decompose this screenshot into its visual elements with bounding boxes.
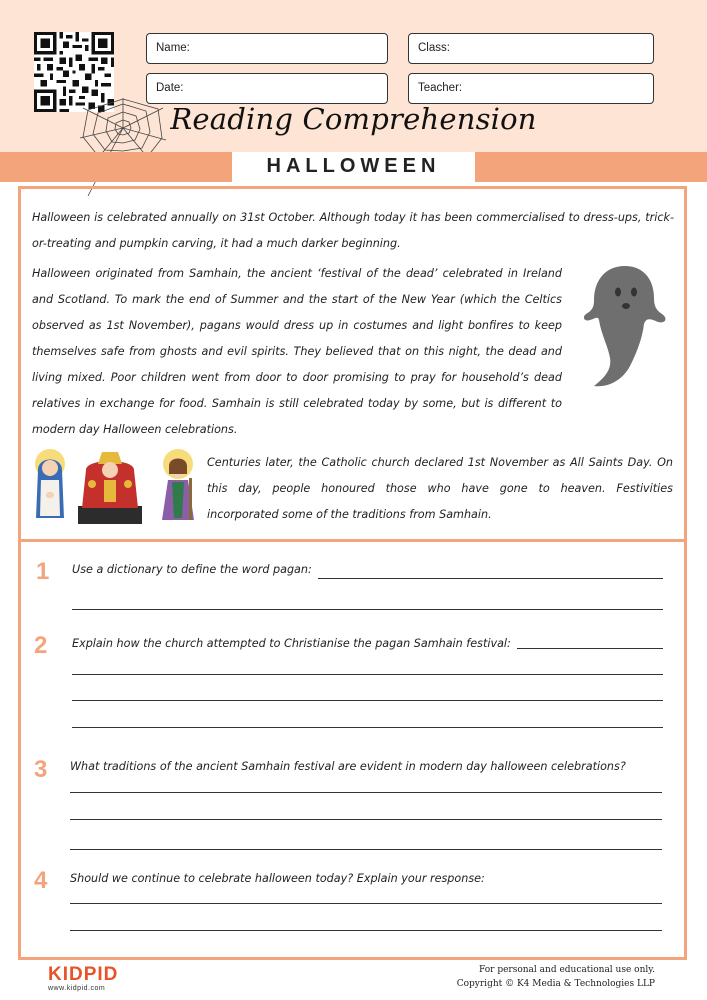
footer-line-1: For personal and educational use only.: [479, 965, 655, 975]
name-field-label: Name:: [156, 42, 190, 54]
ghost-icon: [580, 262, 670, 392]
date-field[interactable]: [146, 73, 388, 104]
passage-paragraph-1: Halloween is celebrated annually on 31st October. Although today it has been commercialised to dress-ups, trick-or-treating and pumpkin carving, it had a much darker beginning.: [32, 211, 674, 250]
date-field-label: Date:: [156, 82, 184, 94]
passage-paragraph-3: Centuries later, the Catholic church declared 1st November as All Saints Day. On this day, people honoured those who have gone to heaven. Festivities incorporated some of the traditions from Samhain.: [207, 456, 673, 521]
question-number-2: 2: [34, 632, 48, 659]
question-text-2: Explain how the church attempted to Christianise the pagan Samhain festival:: [72, 637, 511, 650]
saints-icon: [32, 448, 200, 526]
kidpid-logo: KIDPID: [48, 964, 119, 985]
question-number-3: 3: [34, 756, 48, 783]
question-number-1: 1: [36, 558, 50, 585]
question-number-4: 4: [34, 867, 48, 894]
topic-title: HALLOWEEN: [232, 152, 475, 182]
answer-line[interactable]: [70, 792, 662, 793]
answer-line[interactable]: [70, 903, 662, 904]
answer-line[interactable]: [72, 609, 663, 610]
answer-line[interactable]: [70, 849, 662, 850]
answer-line[interactable]: [72, 674, 663, 675]
answer-line[interactable]: [318, 578, 663, 579]
logo-url: www.kidpid.com: [48, 985, 106, 992]
class-field-label: Class:: [418, 42, 450, 54]
teacher-field-label: Teacher:: [418, 82, 463, 94]
section-divider: [18, 539, 687, 542]
answer-line[interactable]: [517, 648, 663, 649]
question-text-3: What traditions of the ancient Samhain festival are evident in modern day halloween celebrations?: [70, 760, 626, 773]
answer-line[interactable]: [70, 819, 662, 820]
passage-paragraph-2: Halloween originated from Samhain, the ancient ‘festival of the dead’ celebrated in Ireland and Scotland. To mark the end of Summer and the start of the New Year (which the Celtics observed as 1st November), pagans would dress up in costumes and light bonfires to keep themselves safe from ghosts and evil spirits. They believed that on this night, the dead and living mixed. Poor children went from door to door promising to pray for household’s dead relatives in exchange for food. Samhain is still celebrated today by some, but is different to modern day Halloween celebrations.: [32, 267, 562, 436]
answer-line[interactable]: [72, 727, 663, 728]
footer-copyright: [457, 963, 655, 991]
answer-line[interactable]: [70, 930, 662, 931]
teacher-field[interactable]: [408, 73, 654, 104]
answer-line[interactable]: [72, 700, 663, 701]
page-title: Reading Comprehension: [170, 102, 537, 136]
class-field[interactable]: [408, 33, 654, 64]
question-text-1: Use a dictionary to define the word pagan:: [72, 563, 312, 576]
name-field[interactable]: [146, 33, 388, 64]
question-text-4: Should we continue to celebrate halloween today? Explain your response:: [70, 872, 485, 885]
footer-line-2: Copyright © K4 Media & Technologies LLP: [456, 979, 655, 989]
